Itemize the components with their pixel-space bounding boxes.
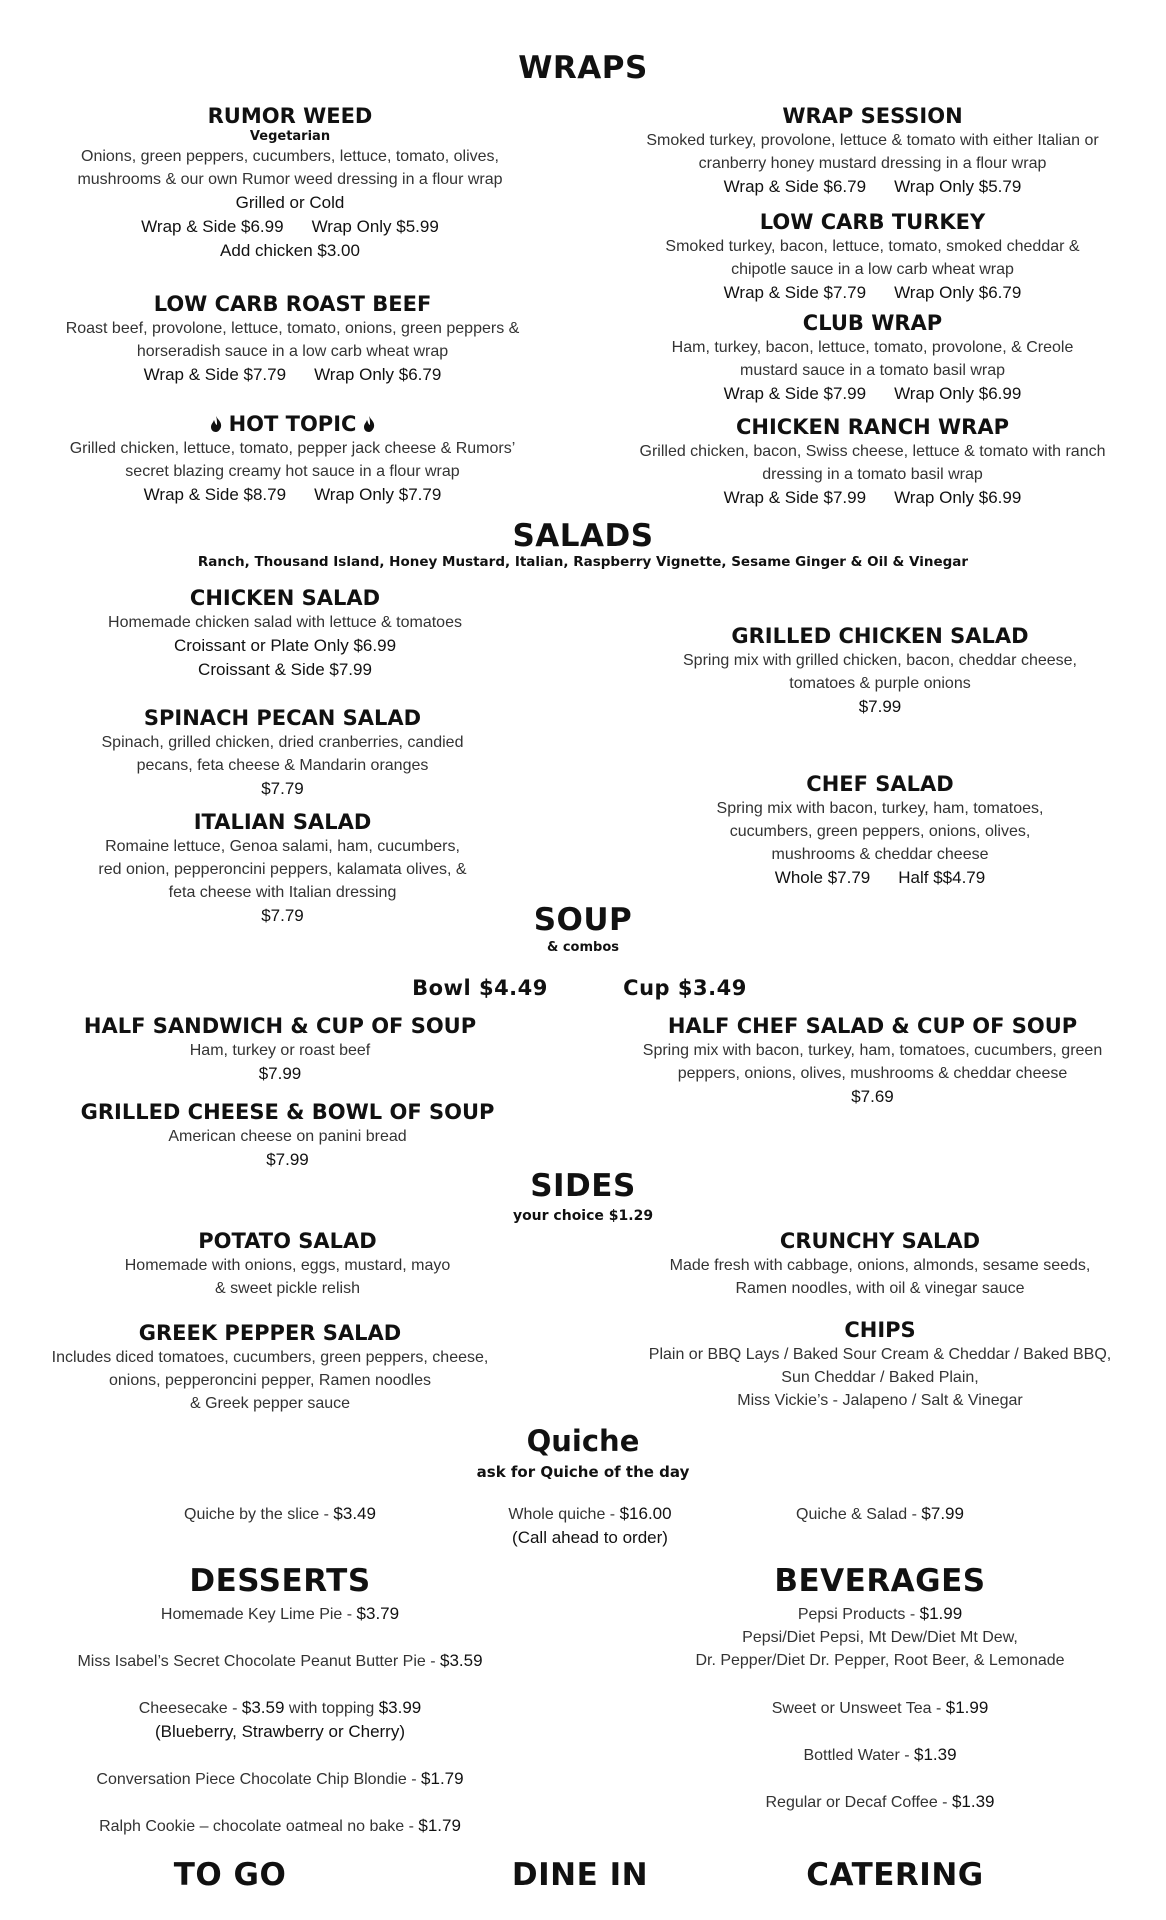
wrap-only-price: Wrap Only $6.99 <box>894 488 1022 507</box>
beverage-price: $1.99 <box>945 1698 989 1717</box>
beverage-coffee <box>620 1790 1140 1814</box>
item-desc-line: Romaine lettuce, Genoa salami, ham, cucumbers, <box>105 838 460 855</box>
quiche-salad-label: Quiche & Salad - <box>796 1506 922 1523</box>
item-desc-line: Ham, turkey or roast beef <box>189 1042 371 1059</box>
beverage-price: $1.39 <box>951 1792 995 1811</box>
item-desc-line: Sun Cheddar / Baked Plain, <box>781 1369 979 1386</box>
item-name: GRILLED CHEESE & BOWL OF SOUP <box>80 1100 495 1124</box>
item-price: $7.99 <box>258 1064 302 1083</box>
item-desc-line: Homemade chicken salad with lettuce & tomatoes <box>108 614 462 631</box>
dessert-label: Miss Isabel’s Secret Chocolate Peanut Butter Pie - <box>77 1653 440 1670</box>
menu-item-greek-pepper-salad <box>20 1321 520 1415</box>
quiche-whole-label: Whole quiche - <box>508 1506 620 1523</box>
quiche-slice-price: $3.49 <box>333 1504 376 1523</box>
item-price <box>20 215 560 239</box>
item-desc-line: red onion, pepperoncini peppers, kalamata olives, & <box>98 861 467 878</box>
item-desc-line: Grilled chicken, lettuce, tomato, pepper jack cheese & Rumors’ <box>69 440 516 457</box>
quiche-subtitle: ask for Quiche of the day <box>476 1463 690 1481</box>
wrap-side-price: Wrap & Side $6.79 <box>723 177 867 196</box>
item-name: LOW CARB ROAST BEEF <box>153 292 432 316</box>
flame-icon <box>362 416 376 432</box>
item-desc-line: cucumbers, green peppers, onions, olives, <box>729 823 1031 840</box>
beverage-pepsi-products <box>620 1602 1140 1672</box>
wrap-side-price: Wrap & Side $8.79 <box>143 485 287 504</box>
dessert-label: Ralph Cookie – chocolate oatmeal no bake - <box>99 1818 419 1835</box>
item-name-row <box>20 412 565 437</box>
item-desc-line: Grilled chicken, bacon, Swiss cheese, lettuce & tomato with ranch <box>639 443 1106 460</box>
menu-item-chef-salad <box>610 772 1150 890</box>
item-desc-line: & sweet pickle relish <box>215 1280 360 1297</box>
item-name: HALF CHEF SALAD & CUP OF SOUP <box>667 1014 1078 1038</box>
item-price: $7.99 <box>858 697 902 716</box>
menu-item-wrap-session <box>600 104 1145 199</box>
item-desc-line: Made fresh with cabbage, onions, almonds, sesame seeds, <box>669 1257 1091 1274</box>
item-name: CHEF SALAD <box>806 772 954 796</box>
menu-item-potato-salad <box>20 1229 555 1300</box>
item-desc-line: onions, pepperoncini pepper, Ramen noodles <box>108 1372 431 1389</box>
footer-catering: CATERING <box>806 1857 984 1893</box>
item-name: ITALIAN SALAD <box>193 810 372 834</box>
bowl-price: Bowl $4.49 <box>412 976 548 1000</box>
item-tag: Vegetarian <box>249 129 331 144</box>
menu-item-grilled-chicken-salad <box>610 624 1150 719</box>
desserts-heading: DESSERTS <box>189 1563 371 1599</box>
wrap-side-price: Wrap & Side $7.99 <box>723 488 867 507</box>
item-desc-line: Spring mix with bacon, turkey, ham, tomatoes, <box>716 800 1044 817</box>
beverage-label: Sweet or Unsweet Tea - <box>771 1700 946 1717</box>
item-addon: Add chicken $3.00 <box>220 241 360 260</box>
dessert-topping-price: $3.99 <box>378 1698 422 1717</box>
menu-item-club-wrap <box>600 311 1145 406</box>
wrap-side-price: Wrap & Side $7.99 <box>723 384 867 403</box>
menu-item-hot-topic <box>20 412 565 507</box>
soup-heading: SOUP <box>533 902 633 938</box>
item-price: Croissant & Side $7.99 <box>198 660 372 679</box>
cup-price: Cup $3.49 <box>623 976 747 1000</box>
beverage-detail-line: Dr. Pepper/Diet Dr. Pepper, Root Beer, & Lemonade <box>695 1652 1065 1669</box>
dessert-price: $1.79 <box>418 1816 461 1835</box>
item-name: GRILLED CHICKEN SALAD <box>731 624 1029 648</box>
beverage-label: Bottled Water - <box>803 1747 914 1764</box>
item-price <box>600 175 1145 199</box>
item-name: HALF SANDWICH & CUP OF SOUP <box>83 1014 477 1038</box>
salad-dressings: Ranch, Thousand Island, Honey Mustard, Italian, Raspberry Vignette, Sesame Ginger & Oil & Vinegar <box>197 554 969 570</box>
menu-item-rumor-weed <box>20 104 560 263</box>
menu-item-chips <box>610 1318 1150 1412</box>
wrap-only-price: Wrap Only $5.99 <box>311 217 439 236</box>
beverage-label: Pepsi Products - <box>797 1606 920 1623</box>
item-desc-line: chipotle sauce in a low carb wheat wrap <box>731 261 1014 278</box>
item-price: $7.79 <box>261 779 304 798</box>
dessert-price: $3.79 <box>356 1604 400 1623</box>
item-extra: Grilled or Cold <box>235 193 345 212</box>
half-price: Half $$4.79 <box>898 868 986 887</box>
item-name: CHICKEN RANCH WRAP <box>736 415 1009 439</box>
item-name: RUMOR WEED <box>207 104 373 128</box>
item-price: $7.69 <box>851 1087 894 1106</box>
beverages-heading: BEVERAGES <box>774 1563 986 1599</box>
item-price <box>600 486 1145 510</box>
dessert-price: $3.59 <box>241 1698 285 1717</box>
item-desc-line: Ham, turkey, bacon, lettuce, tomato, provolone, & Creole <box>671 339 1074 356</box>
quiche-whole-note: (Call ahead to order) <box>512 1528 668 1547</box>
dessert-price: $1.79 <box>421 1769 464 1788</box>
dessert-cheesecake <box>20 1696 540 1743</box>
item-desc-line: Spring mix with bacon, turkey, ham, tomatoes, cucumbers, green <box>642 1042 1103 1059</box>
menu-item-half-chef-salad-cup-soup <box>600 1014 1145 1109</box>
item-name: POTATO SALAD <box>198 1229 377 1253</box>
item-desc-line: horseradish sauce in a low carb wheat wrap <box>136 343 449 360</box>
wrap-only-price: Wrap Only $7.79 <box>314 485 442 504</box>
menu-item-low-carb-turkey <box>600 210 1145 305</box>
wrap-only-price: Wrap Only $6.99 <box>894 384 1022 403</box>
item-desc-line: Ramen noodles, with oil & vinegar sauce <box>735 1280 1025 1297</box>
dessert-price: $3.59 <box>440 1651 483 1670</box>
item-desc-line: American cheese on panini bread <box>168 1128 407 1145</box>
quiche-salad <box>740 1502 1020 1526</box>
item-price: Croissant or Plate Only $6.99 <box>173 636 397 655</box>
quiche-whole-price: $16.00 <box>619 1504 672 1523</box>
item-desc-line: Plain or BBQ Lays / Baked Sour Cream & Cheddar / Baked BBQ, <box>648 1346 1112 1363</box>
item-name: LOW CARB TURKEY <box>759 210 986 234</box>
item-desc-line: Spring mix with grilled chicken, bacon, cheddar cheese, <box>683 652 1077 669</box>
dessert-topping-label: with topping <box>284 1700 379 1717</box>
item-desc-line: tomatoes & purple onions <box>789 675 971 692</box>
wrap-side-price: Wrap & Side $7.79 <box>723 283 867 302</box>
item-price: $7.79 <box>261 906 304 925</box>
flame-icon <box>209 416 223 432</box>
item-price <box>610 866 1150 890</box>
soup-subtitle: & combos <box>546 940 620 955</box>
item-name: CHICKEN SALAD <box>189 586 381 610</box>
item-desc-line: & Greek pepper sauce <box>189 1395 351 1412</box>
dessert-blondie <box>20 1767 540 1791</box>
menu-item-chicken-salad <box>20 586 550 682</box>
footer-to-go: TO GO <box>173 1857 287 1893</box>
sides-subtitle: your choice $1.29 <box>512 1208 654 1224</box>
menu-item-spinach-pecan-salad <box>20 706 545 801</box>
item-desc-line: Roast beef, provolone, lettuce, tomato, onions, green peppers & <box>65 320 520 337</box>
menu-item-crunchy-salad <box>610 1229 1150 1300</box>
item-name: GREEK PEPPER SALAD <box>138 1321 402 1345</box>
wrap-only-price: Wrap Only $6.79 <box>894 283 1022 302</box>
item-desc-line: peppers, onions, olives, mushrooms & cheddar cheese <box>677 1065 1068 1082</box>
beverage-tea <box>620 1696 1140 1720</box>
item-name: HOT TOPIC <box>228 412 357 436</box>
quiche-salad-price: $7.99 <box>921 1504 964 1523</box>
item-desc-line: mushrooms & cheddar cheese <box>771 846 989 863</box>
wrap-side-price: Wrap & Side $6.99 <box>141 217 284 236</box>
wraps-heading: WRAPS <box>518 50 648 86</box>
item-desc-line: secret blazing creamy hot sauce in a flour wrap <box>125 463 460 480</box>
dessert-label: Homemade Key Lime Pie - <box>160 1606 357 1623</box>
item-name: CLUB WRAP <box>802 311 943 335</box>
item-desc-line: cranberry honey mustard dressing in a flour wrap <box>698 155 1047 172</box>
item-name: WRAP SESSION <box>782 104 963 128</box>
item-desc-line: Smoked turkey, bacon, lettuce, tomato, smoked cheddar & <box>665 238 1080 255</box>
dessert-note: (Blueberry, Strawberry or Cherry) <box>154 1722 406 1741</box>
item-price <box>20 483 565 507</box>
dessert-label: Cheesecake - <box>138 1700 242 1717</box>
quiche-slice-label: Quiche by the slice - <box>184 1506 334 1523</box>
item-desc-line: Includes diced tomatoes, cucumbers, green peppers, cheese, <box>51 1349 489 1366</box>
item-name: CRUNCHY SALAD <box>779 1229 981 1253</box>
item-desc-line: Homemade with onions, eggs, mustard, mayo <box>124 1257 451 1274</box>
item-desc-line: Onions, green peppers, cucumbers, lettuce, tomato, olives, <box>81 148 499 165</box>
item-price <box>600 382 1145 406</box>
item-desc-line: pecans, feta cheese & Mandarin oranges <box>136 757 429 774</box>
quiche-heading: Quiche <box>526 1424 640 1458</box>
whole-price: Whole $7.79 <box>774 868 871 887</box>
menu-item-grilled-cheese-bowl-soup <box>20 1100 555 1172</box>
beverage-detail-line: Pepsi/Diet Pepsi, Mt Dew/Diet Mt Dew, <box>742 1629 1018 1646</box>
menu-item-low-carb-roast-beef <box>20 292 565 387</box>
dessert-label: Conversation Piece Chocolate Chip Blondie - <box>96 1771 422 1788</box>
dessert-key-lime-pie <box>20 1602 540 1626</box>
item-desc-line: mustard sauce in a tomato basil wrap <box>739 362 1005 379</box>
item-desc-line: Spinach, grilled chicken, dried cranberries, candied <box>101 734 464 751</box>
wrap-only-price: Wrap Only $6.79 <box>314 365 442 384</box>
dessert-ralph-cookie <box>20 1814 540 1838</box>
item-desc-line: Miss Vickie’s - Jalapeno / Salt & Vinegar <box>737 1392 1023 1409</box>
item-price <box>20 363 565 387</box>
item-price: $7.99 <box>266 1150 309 1169</box>
beverage-price: $1.99 <box>919 1604 963 1623</box>
item-desc-line: dressing in a tomato basil wrap <box>762 466 983 483</box>
beverage-price: $1.39 <box>914 1745 957 1764</box>
wrap-side-price: Wrap & Side $7.79 <box>143 365 287 384</box>
dessert-chocolate-pb-pie <box>20 1649 540 1673</box>
item-name: SPINACH PECAN SALAD <box>143 706 422 730</box>
quiche-whole <box>450 1502 730 1549</box>
item-desc-line: Smoked turkey, provolone, lettuce & tomato with either Italian or <box>646 132 1099 149</box>
item-name: CHIPS <box>844 1318 916 1342</box>
salads-heading: SALADS <box>512 518 654 554</box>
quiche-slice <box>120 1502 440 1526</box>
menu-item-chicken-ranch-wrap <box>600 415 1145 510</box>
item-desc-line: feta cheese with Italian dressing <box>168 884 397 901</box>
footer-dine-in: DINE IN <box>511 1857 649 1893</box>
beverage-label: Regular or Decaf Coffee - <box>765 1794 952 1811</box>
beverage-water <box>620 1743 1140 1767</box>
sides-heading: SIDES <box>530 1168 636 1204</box>
wrap-only-price: Wrap Only $5.79 <box>894 177 1022 196</box>
item-price <box>600 281 1145 305</box>
menu-item-half-sandwich-cup-soup <box>20 1014 540 1086</box>
item-desc-line: mushrooms & our own Rumor weed dressing in a flour wrap <box>77 171 503 188</box>
